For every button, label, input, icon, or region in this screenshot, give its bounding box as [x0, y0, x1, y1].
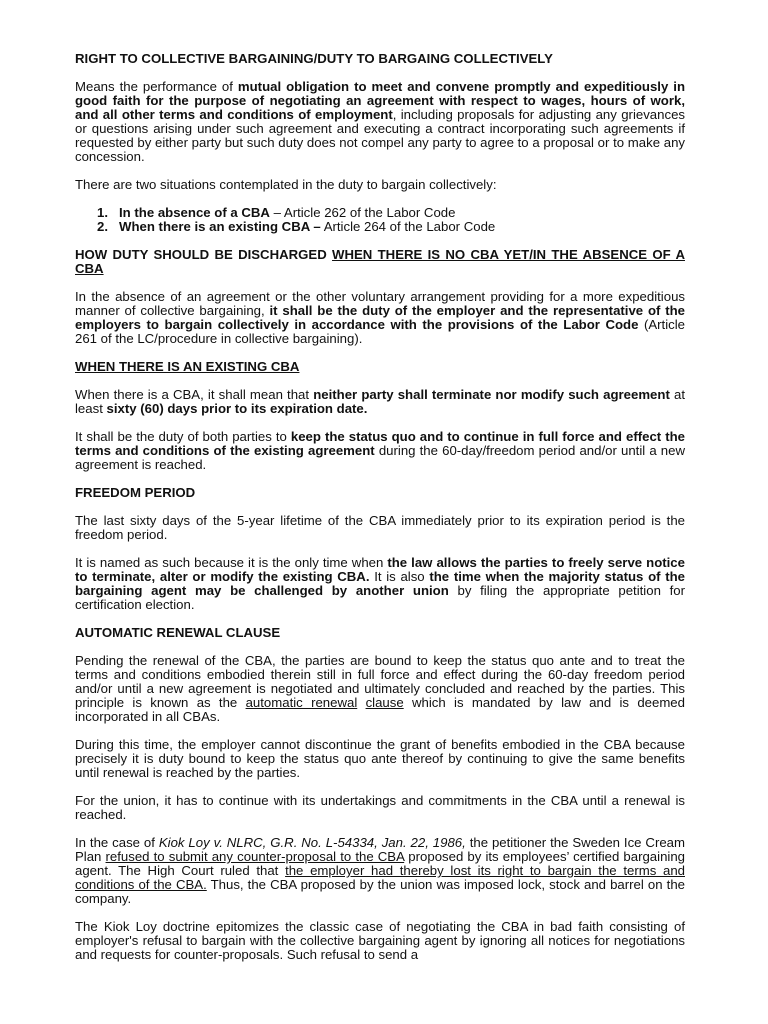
text-span: Pending the renewal of the CBA, the parties are bound to keep the status quo ante and to treat the terms and conditions embodied therein still in full force and effect during the 60-day freedom period and/or until a new agreement is negotiated and ultimately concluded and reached by the parties. This principle is known as the	[75, 653, 685, 710]
bold-text: sixty (60) days prior to its expiration date.	[106, 401, 368, 416]
list-item-text: Article 264 of the Labor Code	[320, 219, 496, 234]
text-span: during the 60-day/freedom period and/or until a new agreement is reached.	[75, 443, 685, 472]
section-heading-no-cba	[75, 248, 685, 276]
underlined-text: the employer had thereby lost its right to bargain the terms and conditions of the CBA.	[75, 863, 685, 892]
document-title: RIGHT TO COLLECTIVE BARGAINING/DUTY TO BARGAING COLLECTIVELY	[75, 51, 553, 66]
heading-text: HOW DUTY SHOULD BE DISCHARGED	[75, 247, 333, 262]
bold-text: neither party shall terminate nor modify such agreement	[313, 387, 670, 402]
text-span: at least	[75, 387, 685, 416]
paragraph-freedom-period-named	[75, 556, 685, 612]
text-span: the petitioner the Sweden Ice Cream Plan	[75, 835, 685, 864]
section-heading-freedom-period: FREEDOM PERIOD	[75, 485, 196, 500]
paragraph-status-quo	[75, 430, 685, 472]
list-number: 2.	[97, 219, 108, 234]
text-span: proposed by its employees’ certified bargaining agent. The High Court ruled that	[75, 849, 686, 878]
paragraph-kiok-loy-doctrine: The Kiok Loy doctrine epitomizes the classic case of negotiating the CBA in bad faith consisting of employer's refusal to bargain with the collective bargaining agent by ignoring all notices for negotiations and requests for counter-proposals. Such refusal to send a	[75, 919, 685, 962]
list-item-text: – Article 262 of the Labor Code	[269, 205, 456, 220]
list-item	[75, 220, 685, 234]
bold-text: mutual obligation to meet and convene promptly and expeditiously in good faith for the purpose of negotiating an agreement with respect to wages, hours of work, and all other terms and conditions of employment	[75, 79, 686, 122]
text-span: Means the performance of	[75, 79, 238, 94]
underlined-text: refused to submit any counter-proposal to the CBA	[105, 849, 405, 864]
paragraph-automatic-renewal	[75, 654, 685, 724]
paragraph-employer-benefits: During this time, the employer cannot discontinue the grant of benefits embodied in the CBA because precisely it is duty bound to keep the status quo ante thereof by continuing to give the same benefits until renewal is reached by the parties.	[75, 737, 685, 780]
text-span: It is also	[369, 569, 430, 584]
paragraph-situations-intro: There are two situations contemplated in the duty to bargain collectively:	[75, 177, 497, 192]
paragraph-absence-of-agreement	[75, 290, 685, 346]
text-span: When there is a CBA, it shall mean that	[75, 387, 314, 402]
paragraph-freedom-period: The last sixty days of the 5-year lifetime of the CBA immediately prior to its expiration period is the freedom period.	[75, 513, 685, 542]
list-item-bold: When there is an existing CBA –	[119, 219, 321, 234]
bold-text: keep the status quo and to continue in full force and effect the terms and conditions of the existing agreement	[75, 429, 685, 458]
text-span	[357, 695, 365, 710]
text-span: by filing the appropriate petition for certification election.	[75, 583, 685, 612]
text-span: , including proposals for adjusting any grievances or questions arising under such agreement and executing a contract incorporating such agreements if requested by either party but such duty does not compel any party to agree to a proposal or to make any concession.	[75, 107, 685, 164]
text-span: In the case of	[75, 835, 159, 850]
heading-underlined: WHEN THERE IS AN EXISTING CBA	[75, 359, 300, 374]
text-span: It is named as such because it is the only time when	[75, 555, 388, 570]
text-span: In the absence of an agreement or the other voluntary arrangement providing for a more expeditious manner of collective bargaining,	[75, 289, 685, 318]
paragraph-union-undertakings: For the union, it has to continue with its undertakings and commitments in the CBA until a renewal is reached.	[75, 793, 685, 822]
paragraph-definition	[75, 80, 685, 164]
situations-list	[75, 206, 685, 234]
underlined-text: clause	[365, 695, 404, 710]
bold-text: it shall be the duty of the employer and the representative of the employers to bargain collectively in accordance with the provisions of the Labor Code	[75, 303, 685, 332]
case-citation: Kiok Loy v. NLRC, G.R. No. L-54334, Jan. 22, 1986,	[158, 835, 466, 850]
paragraph-kiok-loy-case	[75, 836, 685, 906]
text-span: It shall be the duty of both parties to	[75, 429, 291, 444]
text-span: which is mandated by law and is deemed incorporated in all CBAs.	[75, 695, 685, 724]
list-item	[75, 206, 685, 220]
bold-text: the time when the majority status of the bargaining agent may be challenged by another union	[75, 569, 685, 598]
paragraph-existing-cba	[75, 388, 685, 416]
underlined-text: automatic renewal	[245, 695, 358, 710]
list-number: 1.	[97, 205, 108, 220]
text-span: (Article 261 of the LC/procedure in collective bargaining).	[75, 317, 685, 346]
list-item-bold: In the absence of a CBA	[119, 205, 270, 220]
bold-text: the law allows the parties to freely serve notice to terminate, alter or modify the existing CBA.	[75, 555, 685, 584]
section-heading-existing-cba	[75, 360, 685, 374]
heading-underlined: WHEN THERE IS NO CBA YET/IN THE ABSENCE OF A CBA	[75, 247, 685, 276]
section-heading-automatic-renewal: AUTOMATIC RENEWAL CLAUSE	[75, 625, 281, 640]
text-span: Thus, the CBA proposed by the union was imposed lock, stock and barrel on the company.	[75, 877, 685, 906]
